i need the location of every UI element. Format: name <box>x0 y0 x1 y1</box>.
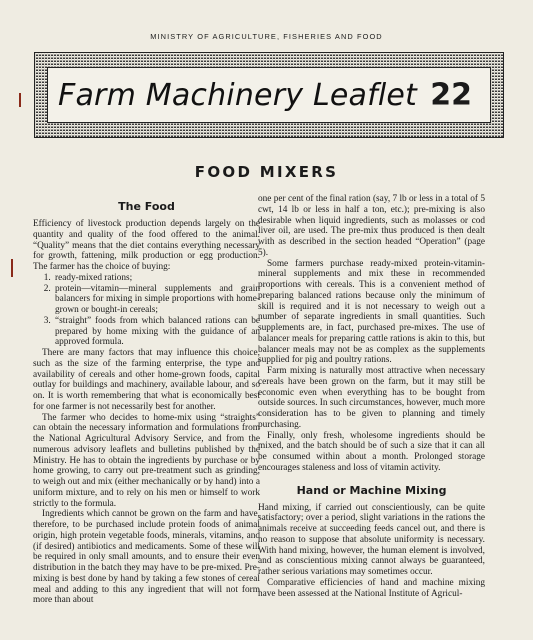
paragraph: Ingredients which cannot be grown on the farm and have, therefore, to be purchased include protein foods of animal origin, high protein vegetable foods, minerals, vitamins, and (if desired) antibiotics and medicaments. Some of these will be required in only small amounts, and to ensure their even distribution in the batch they may have to be pre-mixed. Pre-mixing is best done by hand by taking a few stones of cereal meal and adding to this any ingredient that will not form more than about <box>33 509 260 606</box>
leaflet-number: 22 <box>430 77 472 113</box>
paragraph: Comparative efficiencies of hand and machine mixing have been assessed at the National Institute of Agricul- <box>258 577 485 599</box>
spacer <box>258 474 485 484</box>
list-item: 3. “straight” foods from which balanced rations can be prepared by home mixing with the guidance of an approved formula. <box>53 316 260 348</box>
paragraph: Efficiency of livestock production depends largely on the quantity and quality of the food offered to the animal. “Quality” means that the diet contains everything necessary for growth, fattening, milk production or egg production. The farmer has the choice of buying: <box>33 219 260 272</box>
section-heading-hand-or-machine-mixing: Hand or Machine Mixing <box>296 483 447 497</box>
paragraph: Farm mixing is naturally most attractive when necessary cereals have been grown on the farm, but it may still be economic even when everything has to be bought from outside sources. In such circumstances, however, much more consideration has to be given to planning and timely purchasing. <box>258 366 485 430</box>
paragraph: There are many factors that may influence this choice, such as the size of the farming enterprise, the type and availability of cereals and other home-grown foods, capital outlay for buildings and machinery, available labour, and so on. It is worth remembering that what is economically best for one farmer is not necessarily best for another. <box>33 348 260 412</box>
list-item: 2. protein—vitamin—mineral supplements and grain balancers for mixing in simple proportions with home-grown or bought-in cereals; <box>53 284 260 316</box>
document-title: FOOD MIXERS <box>194 163 339 181</box>
series-title: Farm Machinery Leaflet <box>58 77 418 113</box>
choice-list <box>33 273 260 348</box>
left-column <box>33 200 260 606</box>
banner-panel <box>47 67 491 123</box>
ministry-header: MINISTRY OF AGRICULTURE, FISHERIES AND FOOD <box>150 32 383 41</box>
right-column <box>258 194 485 599</box>
paragraph: The farmer who decides to home-mix using “straights” can obtain the necessary information and formulations from the National Agricultural Advisory Service, and from the numerous advisory leaflets and bulletins published by the Ministry. He has to obtain the ingredients by purchase or by home growing, to carry out pre-treatment such as grinding, to weigh out and mix (either mechanically or by hand) into a uniform mixture, and to rely on his men or himself to work strictly to the formula. <box>33 412 260 509</box>
list-item: 1. ready-mixed rations; <box>53 273 260 284</box>
paragraph: one per cent of the final ration (say, 7 lb or less in a total of 5 cwt, 14 lb or less in half a ton, etc.); pre-mixing is also desirable when liquid ingredients, such as molasses or cod liver oil, are used. The pre-mix thus produced is then dealt with as described in the section headed “Operation” (page 5). <box>258 194 485 258</box>
margin-pencil-mark <box>11 259 13 277</box>
paragraph: Hand mixing, if carried out conscientiously, can be quite satisfactory; over a period, slight variations in the rations the animals receive at succeeding feeds cancel out, and there is no reason to suppose that absolute uniformity is necessary. With hand mixing, however, the human element is involved, and as conscientious mixing cannot always be guaranteed, rather serious variations may sometimes occur. <box>258 502 485 577</box>
section-heading-the-food: The Food <box>118 200 175 213</box>
paragraph: Some farmers purchase ready-mixed protein-vitamin-mineral supplements and mix these in recommended proportions with cereals. This is a convenient method of preparing balanced rations because only the minimum of skill is required and it is not necessary to weigh out a number of separate ingredients in small quantities. Such supplements are, in fact, purchased pre-mixes. The use of balancer meals for preparing cattle rations is akin to this, but balancer meals may not be as complex as the supplements supplied for pig and poultry rations. <box>258 258 485 366</box>
paragraph: Finally, only fresh, wholesome ingredients should be mixed, and the batch should be of such a size that it can all be consumed within about a month. Prolonged storage encourages staleness and loss of vitamin activity. <box>258 430 485 473</box>
leaflet-banner <box>34 52 504 138</box>
margin-pencil-mark <box>19 93 21 107</box>
